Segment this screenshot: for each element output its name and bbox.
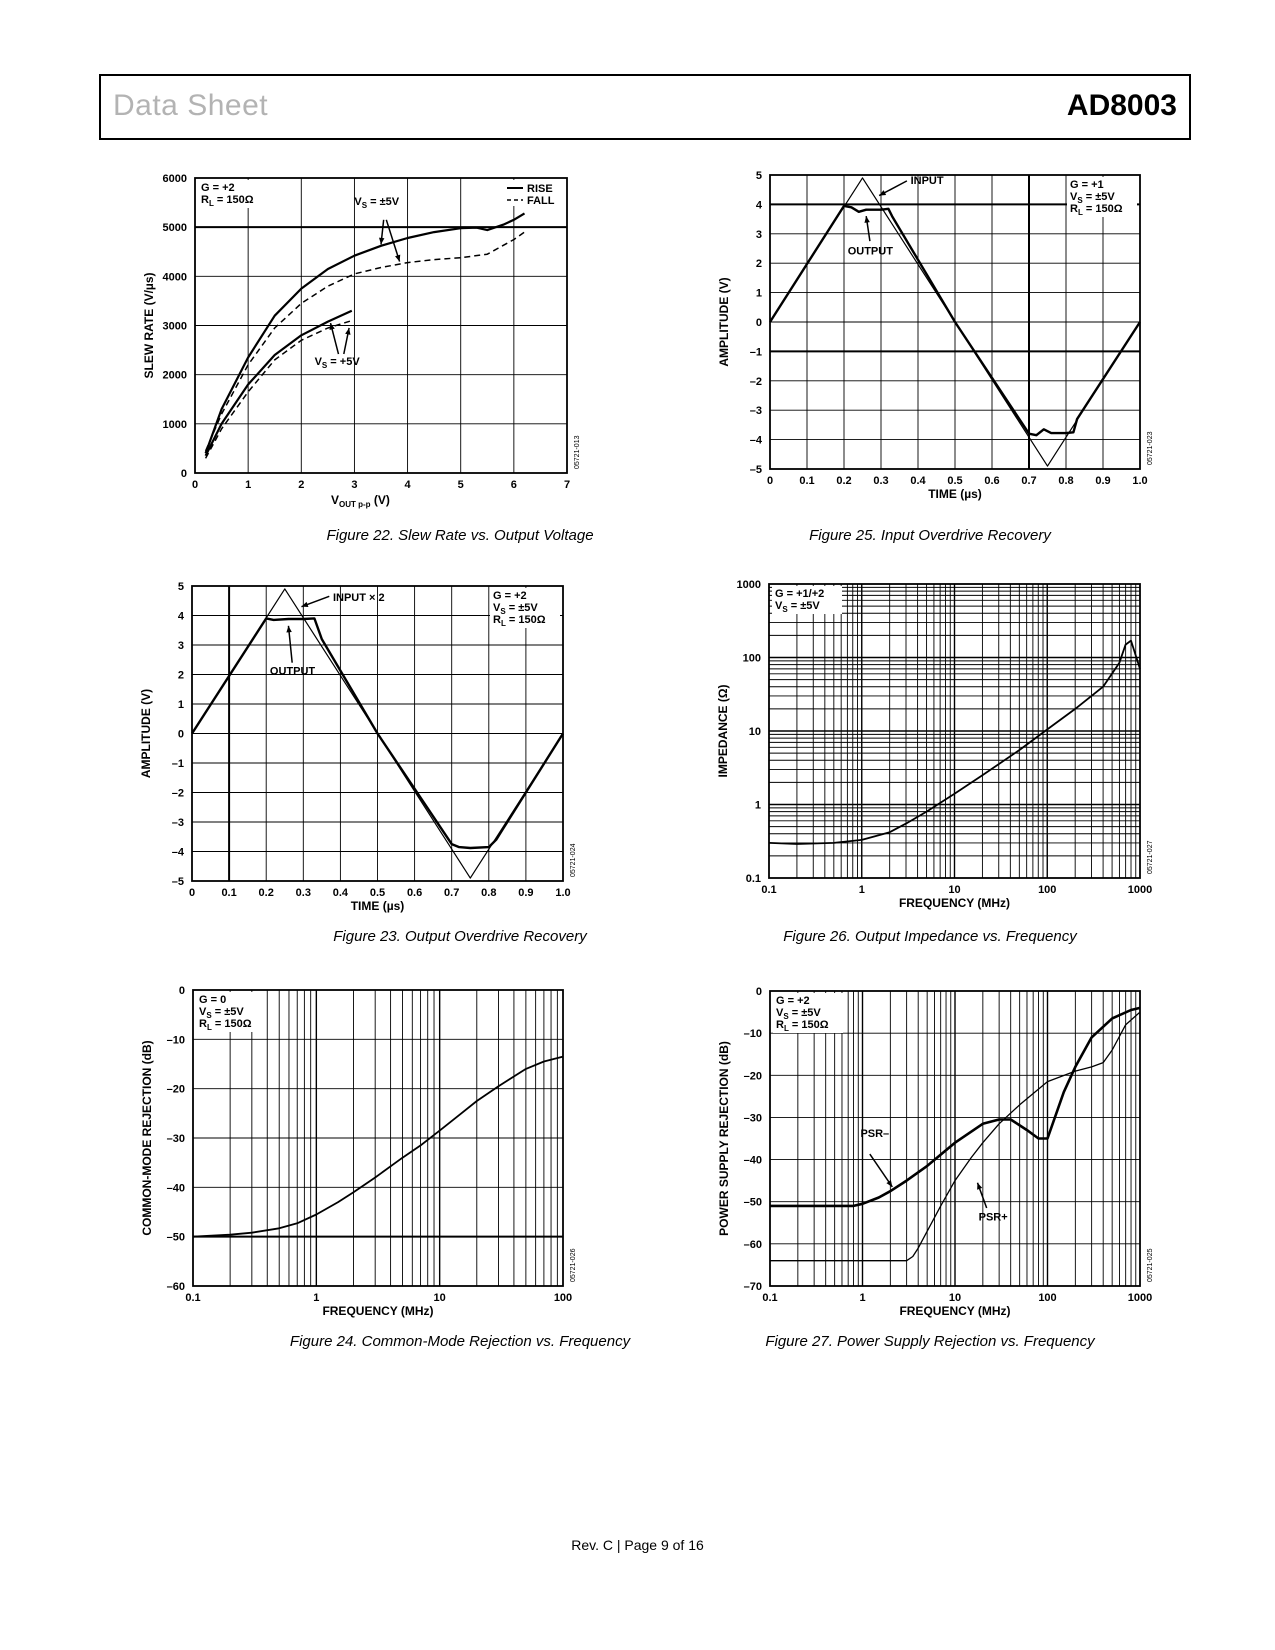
x-tick-label: 0.1	[762, 1292, 778, 1304]
y-tick-label: 1	[754, 799, 761, 812]
conditions	[196, 992, 266, 1032]
y-tick-label: –30	[743, 1112, 762, 1125]
x-tick-label: 1	[858, 884, 865, 896]
legend	[502, 180, 564, 207]
y-tick-label: –50	[166, 1231, 185, 1244]
y-tick-label: –3	[171, 817, 184, 829]
condition-line: G = +2	[493, 590, 527, 602]
y-tick-label: –20	[166, 1083, 185, 1096]
x-tick-label: 10	[948, 884, 961, 896]
x-tick-label: 10	[433, 1292, 446, 1304]
y-tick-label: 5	[755, 170, 762, 182]
x-tick-label: 0.7	[444, 887, 460, 899]
y-tick-label: 1	[177, 699, 184, 711]
x-tick-label: 100	[1038, 884, 1057, 896]
x-axis-label: TIME (µs)	[350, 899, 405, 913]
annotation-label: INPUT × 2	[332, 591, 385, 604]
figure-caption: Figure 23. Output Overdrive Recovery	[333, 928, 587, 945]
x-tick-label: 0.5	[947, 475, 963, 487]
grid	[193, 990, 563, 1286]
annotation-label: $V_S = +5V$	[314, 355, 360, 370]
footer: Rev. C | Page 9 of 16	[571, 1537, 704, 1553]
y-tick-label: –2	[171, 787, 184, 800]
condition-line: $V_S = \pm 5V$	[1070, 191, 1115, 205]
condition-line: $R_L = 150\Omega$	[201, 194, 254, 208]
annotation-label: OUTPUT	[269, 665, 316, 678]
figure-code: 05721-023	[1147, 431, 1154, 465]
x-tick-label: 0.5	[369, 887, 386, 899]
figure-caption: Figure 22. Slew Rate vs. Output Voltage	[326, 527, 594, 544]
x-tick-label: 0.2	[258, 887, 274, 899]
figure-caption: Figure 26. Output Impedance vs. Frequency	[783, 928, 1077, 945]
y-tick-label: –2	[749, 375, 762, 388]
y-tick-label: 1000	[736, 579, 761, 591]
series-line	[206, 232, 525, 451]
condition-line: G = +1	[1070, 179, 1104, 191]
y-tick-label: –70	[743, 1281, 762, 1293]
x-tick-label: 0.8	[481, 887, 497, 899]
x-axis-label: FREQUENCY (MHz)	[322, 1304, 434, 1318]
x-tick-label: 0.1	[761, 884, 777, 896]
condition-line: $V_S = \pm 5V$	[776, 1007, 821, 1021]
y-tick-label: 10	[748, 726, 761, 738]
x-tick-label: 5	[457, 479, 464, 491]
x-tick-label: 0	[191, 479, 199, 491]
y-tick-label: –1	[171, 758, 184, 770]
y-axis-label: POWER SUPPLY REJECTION (dB)	[717, 1041, 731, 1236]
y-tick-label: –3	[749, 405, 762, 418]
x-tick-label: 1000	[1127, 1292, 1153, 1304]
x-tick-label: 0.7	[1021, 475, 1037, 487]
x-tick-label: 6	[510, 479, 517, 491]
x-axis-label: TIME (µs)	[928, 487, 982, 501]
annotations	[270, 592, 385, 678]
x-tick-label: 1.0	[1132, 475, 1148, 487]
y-tick-label: 100	[742, 652, 761, 665]
x-tick-label: 0.1	[185, 1292, 201, 1304]
x-axis-label: FREQUENCY (MHz)	[899, 1304, 1011, 1318]
y-tick-label: 5000	[162, 222, 187, 235]
y-axis-label: COMMON-MODE REJECTION (dB)	[140, 1040, 154, 1236]
y-tick-label: 4	[177, 610, 184, 623]
legend-entry: RISE	[527, 183, 553, 195]
condition-line: $R_L = 150\Omega$	[493, 614, 546, 628]
y-tick-label: –10	[166, 1034, 185, 1047]
x-axis-label: $V_{OUT p-p}$ (V)	[331, 493, 390, 509]
annotations	[848, 175, 944, 258]
header-title: Data Sheet	[113, 89, 269, 122]
figure-caption: Figure 24. Common-Mode Rejection vs. Frequency	[289, 1333, 631, 1350]
conditions	[773, 993, 843, 1033]
figure-caption: Figure 25. Input Overdrive Recovery	[809, 527, 1051, 544]
x-tick-label: 0.9	[518, 887, 534, 899]
fig23-chart	[139, 581, 577, 913]
y-axis-label: SLEW RATE (V/µs)	[142, 272, 156, 379]
x-tick-label: 0.6	[406, 887, 423, 899]
y-axis-label: AMPLITUDE (V)	[139, 688, 153, 779]
condition-line: G = +2	[776, 995, 810, 1007]
annotations	[315, 196, 401, 370]
y-tick-label: –5	[749, 464, 762, 476]
figure-code: 05721-026	[570, 1248, 577, 1282]
fig25-chart	[717, 170, 1154, 501]
x-tick-label: 0	[188, 887, 196, 899]
fig27-chart	[717, 986, 1154, 1318]
figure-code: 05721-024	[570, 843, 577, 877]
figure-caption: Figure 27. Power Supply Rejection vs. Frequency	[765, 1333, 1095, 1350]
annotation-label: PSR–	[860, 1127, 890, 1140]
y-tick-label: 1	[755, 287, 762, 300]
y-tick-label: 3	[177, 640, 184, 652]
y-tick-label: –30	[166, 1133, 185, 1145]
part-number: AD8003	[1066, 89, 1177, 122]
x-tick-label: 0.6	[984, 475, 1000, 487]
condition-line: $V_S = \pm 5V$	[775, 600, 820, 614]
y-tick-label: 4000	[162, 271, 187, 284]
series-line	[193, 1057, 563, 1237]
y-tick-label: –4	[749, 434, 762, 447]
x-tick-label: 1	[313, 1292, 320, 1304]
x-tick-label: 0.8	[1058, 475, 1074, 487]
y-tick-label: –10	[743, 1028, 762, 1041]
series-line	[206, 311, 352, 456]
x-tick-label: 0.4	[332, 887, 349, 899]
series-line	[206, 321, 352, 459]
figure-code: 05721-027	[1147, 840, 1154, 874]
annotation-label: $V_S = \pm 5V$	[354, 196, 400, 211]
x-tick-label: 0.1	[799, 475, 815, 487]
conditions	[1067, 177, 1137, 217]
figure-code: 05721-025	[1147, 1248, 1154, 1282]
grid	[769, 584, 1140, 878]
y-tick-label: 6000	[162, 173, 187, 185]
y-tick-label: 3000	[162, 320, 187, 333]
x-tick-label: 100	[553, 1292, 573, 1304]
y-tick-label: –1	[749, 346, 762, 359]
y-tick-label: 4	[755, 199, 762, 212]
x-axis-label: FREQUENCY (MHz)	[898, 896, 1011, 910]
y-tick-label: 0.1	[745, 873, 761, 885]
annotation-label: PSR+	[978, 1211, 1008, 1224]
x-tick-label: 100	[1038, 1292, 1057, 1304]
condition-line: $R_L = 150\Omega$	[776, 1019, 829, 1033]
condition-line: G = 0	[199, 994, 227, 1006]
y-tick-label: 0	[755, 317, 762, 329]
x-tick-label: 0	[766, 475, 774, 487]
page-header	[99, 74, 1191, 140]
x-tick-label: 1	[859, 1292, 866, 1304]
condition-line: G = +2	[201, 182, 235, 194]
conditions	[772, 586, 842, 614]
y-tick-label: 0	[178, 985, 185, 997]
y-tick-label: –60	[743, 1238, 762, 1251]
x-tick-label: 0.1	[221, 887, 237, 899]
legend-entry: FALL	[527, 195, 555, 207]
condition-line: $V_S = \pm 5V$	[199, 1006, 244, 1020]
x-tick-label: 10	[948, 1292, 962, 1304]
y-tick-label: 5	[177, 581, 184, 593]
y-tick-label: 0	[180, 468, 187, 480]
x-tick-label: 0.3	[873, 475, 889, 487]
y-tick-label: –20	[743, 1070, 762, 1083]
annotation-label: OUTPUT	[847, 245, 893, 258]
x-tick-label: 1.0	[555, 887, 571, 899]
condition-line: G = +1/+2	[775, 588, 825, 600]
y-tick-label: –50	[743, 1196, 762, 1209]
x-tick-label: 0.2	[836, 475, 852, 487]
y-tick-label: 2000	[162, 369, 187, 382]
annotation-label: INPUT	[910, 174, 944, 187]
series-line	[206, 213, 525, 453]
y-axis-label: AMPLITUDE (V)	[717, 277, 731, 367]
y-tick-label: 0	[755, 986, 762, 998]
y-tick-label: 2	[755, 258, 762, 271]
conditions	[198, 180, 268, 208]
y-tick-label: 3	[755, 228, 762, 241]
x-tick-label: 1	[245, 479, 252, 491]
fig24-chart	[140, 985, 577, 1318]
x-tick-label: 0.9	[1095, 475, 1111, 487]
condition-line: $R_L = 150\Omega$	[199, 1018, 252, 1032]
x-tick-label: 2	[298, 479, 305, 491]
y-axis-label: IMPEDANCE (Ω)	[716, 684, 730, 778]
y-tick-label: –40	[166, 1182, 185, 1195]
y-tick-label: 2	[177, 669, 184, 682]
y-tick-label: –40	[743, 1154, 762, 1167]
y-tick-label: –4	[171, 846, 184, 859]
x-tick-label: 1000	[1127, 884, 1153, 896]
figure-code: 05721-013	[574, 435, 581, 469]
x-tick-label: 4	[404, 479, 411, 491]
y-tick-label: 1000	[162, 418, 187, 431]
y-tick-label: –5	[171, 876, 184, 888]
grid	[770, 991, 1140, 1286]
grid	[195, 178, 567, 473]
condition-line: $R_L = 150\Omega$	[1070, 203, 1123, 217]
y-tick-label: –60	[166, 1281, 185, 1293]
condition-line: $V_S = \pm 5V$	[493, 602, 538, 616]
conditions	[490, 588, 560, 628]
x-tick-label: 0.3	[295, 887, 311, 899]
y-tick-label: 0	[177, 728, 184, 741]
x-tick-label: 3	[351, 479, 358, 491]
x-tick-label: 0.4	[910, 475, 926, 487]
x-tick-label: 7	[563, 479, 571, 491]
